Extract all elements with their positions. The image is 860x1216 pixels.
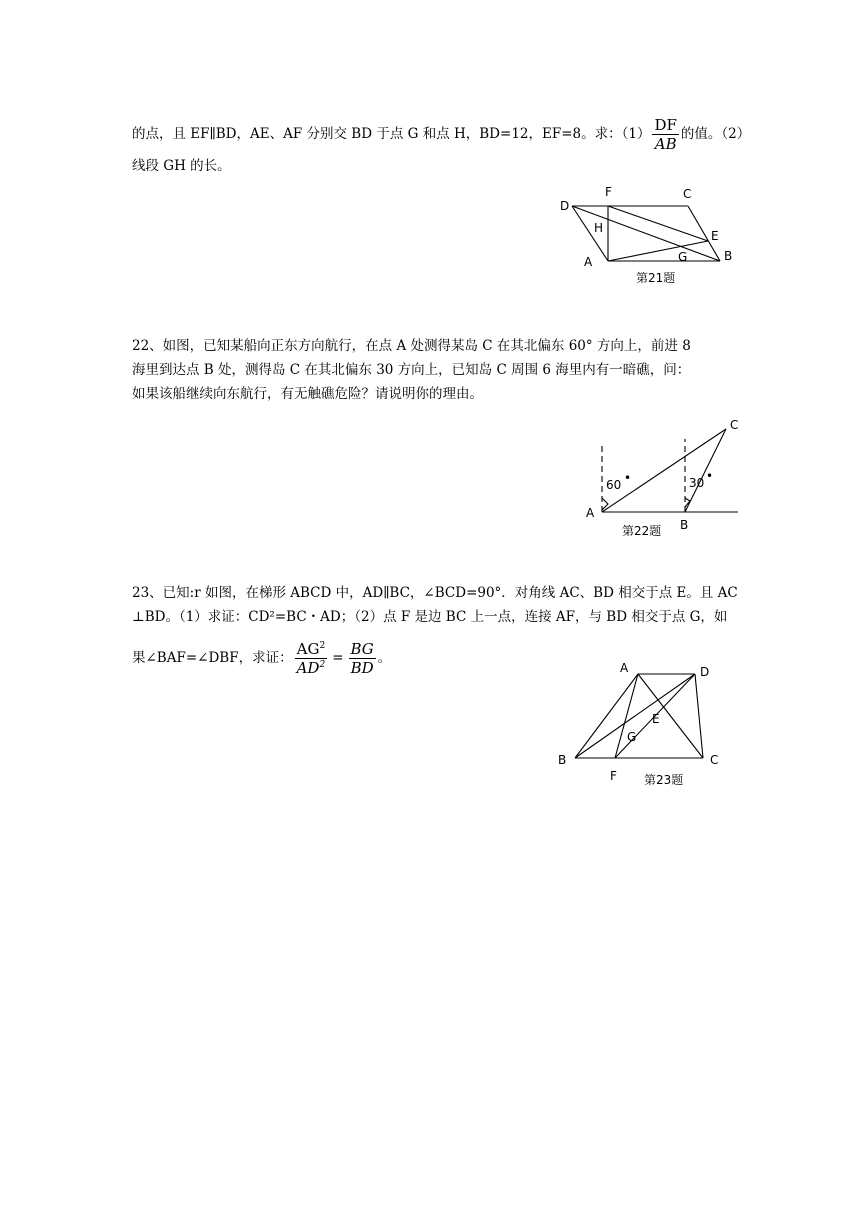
q21-text-b: 的值。（2） <box>680 126 751 142</box>
label-G: G <box>627 730 637 744</box>
q23-frac2-num: BG <box>350 640 374 658</box>
q23-frac1-den-sup: 2 <box>319 660 326 670</box>
q22-line-2: 海里到达点 B 处，测得岛 C 在其北偏东 30 方向上，已知岛 C 周围 6 海里内有一暗礁，问： <box>132 362 691 378</box>
label-E: E <box>652 712 660 726</box>
q22-line-3: 如果该船继续向东航行，有无触礁危险？请说明你的理由。 <box>132 386 483 402</box>
fig22-caption: 第22题 <box>622 524 662 538</box>
q23-text-b: 。 <box>377 650 392 666</box>
figure-21 <box>550 180 750 290</box>
label-B: B <box>558 753 567 767</box>
q21-fraction <box>652 116 678 153</box>
label-E: E <box>711 229 719 243</box>
q23-fraction-2 <box>349 640 376 677</box>
q23-equals: = <box>332 650 344 666</box>
label-F: F <box>610 769 617 783</box>
edge-dc <box>695 674 703 758</box>
figure-23 <box>552 656 732 791</box>
label-A: A <box>586 506 595 520</box>
label-C: C <box>730 418 739 432</box>
q23-line-2: ⊥BD。（1）求证：CD²=BC・AD；（2）点 F 是边 BC 上一点，连接 AF，与 BD 相交于点 G，如 <box>132 609 728 625</box>
q23-line-1: 23、已知:r 如图，在梯形 ABCD 中，AD∥BC，∠BCD=90°．对角线 AC、BD 相交于点 E。且 AC <box>132 585 738 601</box>
q21-frac-den: AB <box>652 134 678 153</box>
q23-fraction-1 <box>295 640 328 677</box>
label-A: A <box>584 255 593 269</box>
segment-fe <box>608 206 708 241</box>
q21-line-2: 线段 GH 的长。 <box>132 158 231 174</box>
label-C: C <box>683 187 692 201</box>
q23-line-3 <box>132 640 391 677</box>
q21-line-1 <box>132 116 750 153</box>
degree-mark-b: • <box>706 469 714 483</box>
degree-mark-a: • <box>624 471 632 485</box>
q21-frac-num: DF <box>654 116 677 134</box>
label-G: G <box>678 250 688 264</box>
label-A: A <box>620 661 629 675</box>
label-B: B <box>724 249 733 263</box>
label-C: C <box>710 753 719 767</box>
angle-mark-b <box>685 498 690 507</box>
diagonal-ac <box>638 674 703 758</box>
angle-label-30: 30 <box>689 476 705 490</box>
label-B: B <box>680 518 689 532</box>
fig21-caption: 第21题 <box>636 271 676 285</box>
label-D: D <box>700 665 710 679</box>
q23-frac1-den-text: AD <box>296 659 320 677</box>
q23-frac1-num-text: AG <box>296 640 320 658</box>
q23-frac1-num <box>295 640 328 658</box>
q23-frac1-den <box>295 658 328 677</box>
fig23-caption: 第23题 <box>644 773 684 787</box>
label-F: F <box>605 185 612 199</box>
edge-ab <box>575 674 638 758</box>
label-D: D <box>560 199 570 213</box>
q22-line-1: 22、如图，已知某船向正东方向航行，在点 A 处测得某岛 C 在其北偏东 60° 方向上，前进 8 <box>132 338 691 354</box>
label-H: H <box>594 221 604 235</box>
q23-frac2-den: BD <box>349 658 376 677</box>
angle-label-60: 60 <box>606 478 622 492</box>
figure-22 <box>580 415 750 540</box>
q23-frac1-num-sup: 2 <box>319 641 326 651</box>
q23-text-a: 果∠BAF=∠DBF，求证： <box>132 650 293 666</box>
q21-text-a: 的点，且 EF∥BD，AE、AF 分别交 BD 于点 G 和点 H，BD=12，EF=8。求：（1） <box>132 126 651 142</box>
